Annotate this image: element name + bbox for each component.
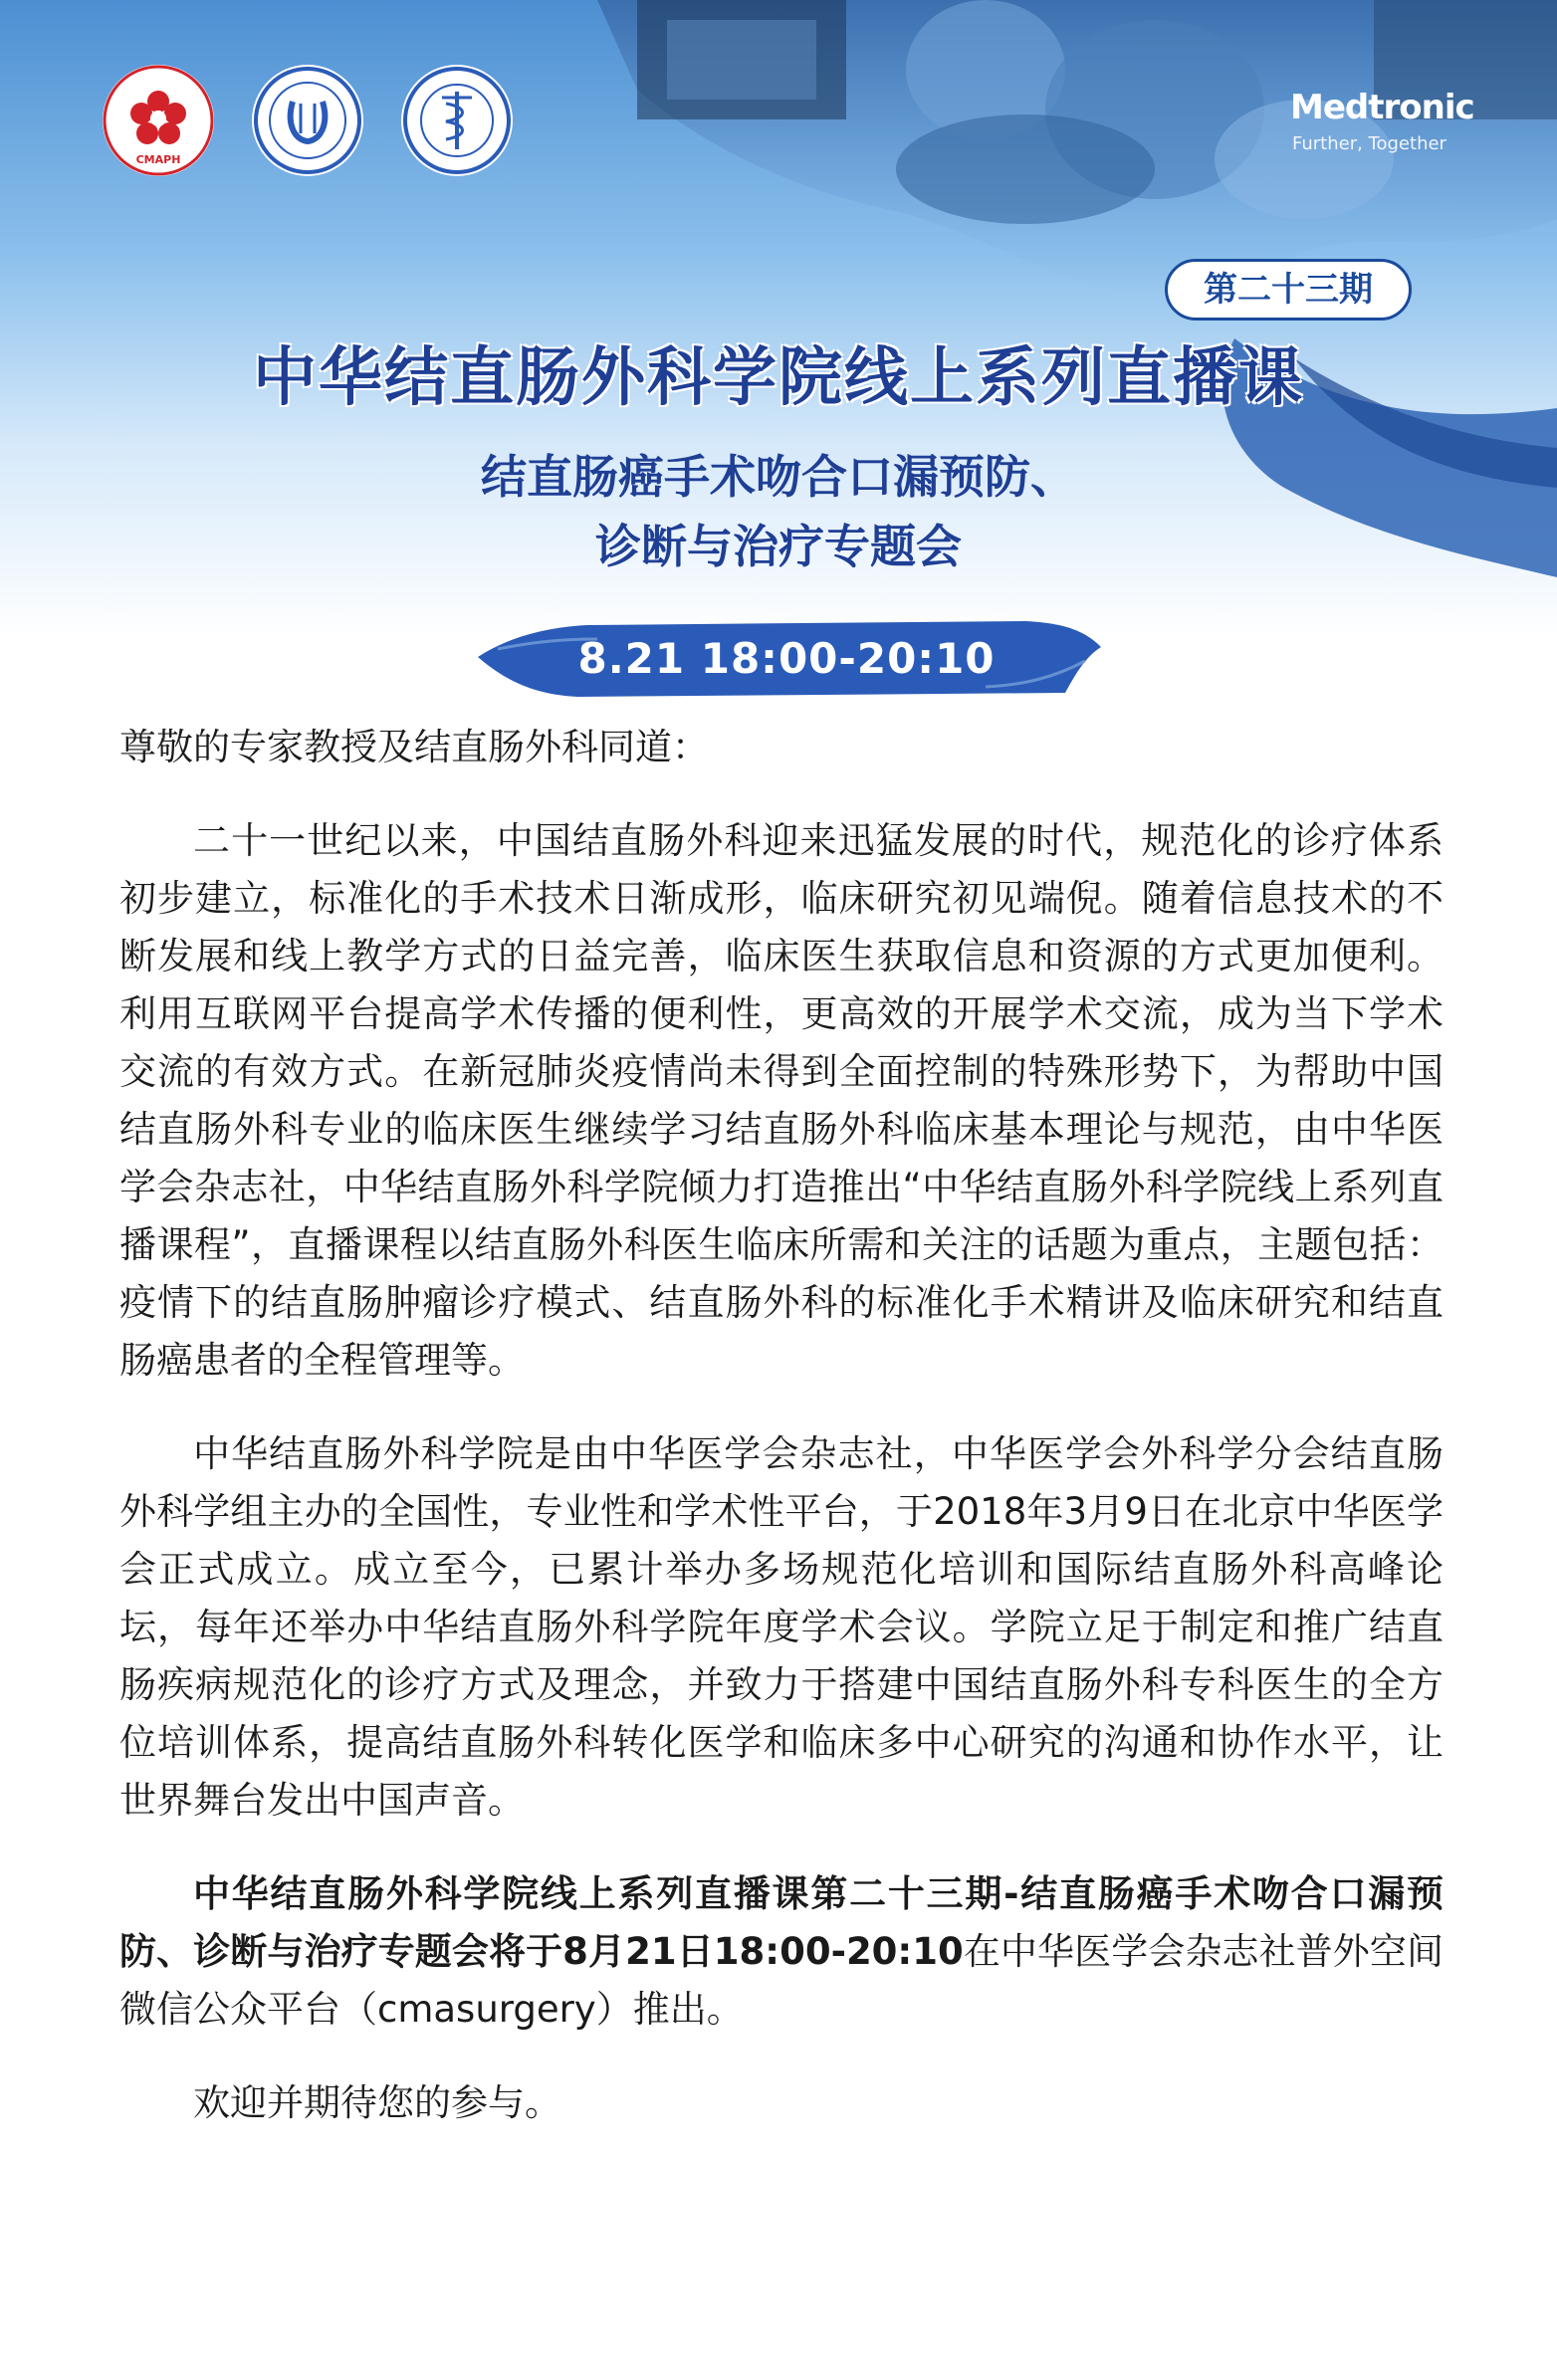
- event-datetime: 8.21 18:00-20:10: [577, 634, 996, 683]
- closing: 欢迎并期待您的参与。: [193, 2081, 561, 2124]
- issue-badge: 第二十三期: [1165, 259, 1412, 321]
- colorectal-society-logo: [249, 62, 366, 179]
- surgery-photo: [557, 0, 1557, 319]
- cmaph-logo: [100, 62, 217, 179]
- letter-body: [119, 719, 1444, 2168]
- svg-text:CMAPH: CMAPH: [135, 153, 181, 166]
- salutation: 尊敬的专家教授及结直肠外科同道：: [119, 726, 709, 768]
- header-banner: [0, 0, 1557, 637]
- page-subtitle: [0, 442, 1557, 581]
- colorectal-academy-logo: [398, 62, 516, 179]
- paragraph-1: 二十一世纪以来，中国结直肠外科迎来迅猛发展的时代，规范化的诊疗体系初步建立，标准化的手术技术日渐成形，临床研究初见端倪。随着信息技术的不断发展和线上教学方式的日益完善，临床医生获取信息和资源的方式更加便利。利用互联网平台提高学术传播的便利性，更高效的开展学术交流，成为当下学术交流的有效方式。在新冠肺炎疫情尚未得到全面控制的特殊形势下，为帮助中国结直肠外科专业的临床医生继续学习结直肠外科临床基本理论与规范，由中华医学会杂志社，中华结直肠外科学院倾力打造推出“中华结直肠外科学院线上系列直播课程”，直播课程以结直肠外科医生临床所需和关注的话题为重点，主题包括：疫情下的结直肠肿瘤诊疗模式、结直肠外科的标准化手术精讲及临床研究和结直肠癌患者的全程管理等。: [119, 819, 1444, 1382]
- paragraph-3: [119, 1865, 1444, 2039]
- medtronic-tagline: Further, Together: [1292, 133, 1446, 154]
- paragraph-2: 中华结直肠外科学院是由中华医学会杂志社，中华医学会外科学分会结直肠外科学组主办的全国性，专业性和学术性平台，于2018年3月9日在北京中华医学会正式成立。成立至今，已累计举办多场规范化培训和国际结直肠外科高峰论坛，每年还举办中华结直肠外科学院年度学术会议。学院立足于制定和推广结直肠疾病规范化的诊疗方式及理念，并致力于搭建中国结直肠外科专科医生的全方位培训体系，提高结直肠外科转化医学和临床多中心研究的沟通和协作水平，让世界舞台发出中国声音。: [119, 1432, 1444, 1822]
- paragraph-3-rest: 在中华医学会杂志社普外空间微信公众平台（cmasurgery）推出。: [119, 1930, 1444, 2031]
- page-title: 中华结直肠外科学院线上系列直播课: [253, 341, 1304, 415]
- subtitle-line-2: 诊断与治疗专题会: [595, 520, 962, 573]
- medtronic-logo-text: Medtronic: [1290, 88, 1474, 127]
- subtitle-line-1: 结直肠癌手术吻合口漏预防、: [481, 450, 1076, 504]
- paragraph-3-bold: 中华结直肠外科学院线上系列直播课第二十三期-结直肠癌手术吻合口漏预防、诊断与治疗专题会将于8月21日18:00-20:10: [119, 1872, 1444, 1973]
